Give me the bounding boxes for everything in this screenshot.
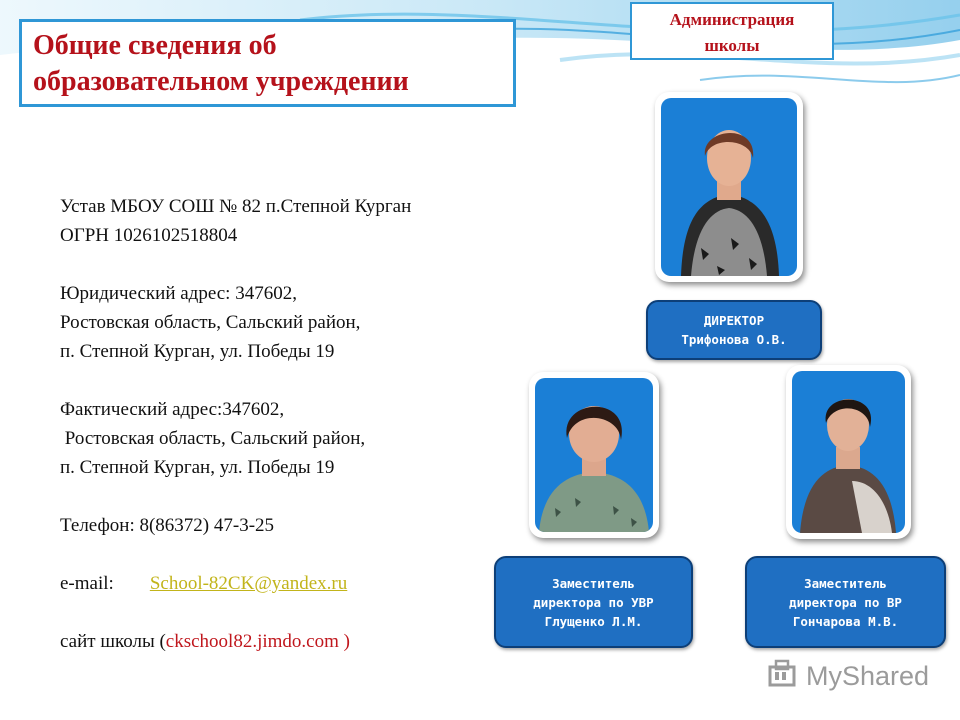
watermark-text: MyShared xyxy=(806,660,930,691)
ogrn-text: ОГРН 1026102518804 xyxy=(60,225,238,246)
site-link[interactable]: ckschool82.jimdo.com ) xyxy=(165,631,350,652)
legal-address-line: Ростовская область, Сальский район, xyxy=(60,312,361,333)
admin-line-1: Администрация xyxy=(669,10,795,29)
site-label: сайт школы ( xyxy=(60,631,166,652)
deputy-vr-badge xyxy=(745,556,946,648)
director-badge xyxy=(646,300,822,360)
deputy-vr-position: директора по ВР xyxy=(789,594,902,610)
page-title xyxy=(19,19,516,107)
title-line-2: образовательном учреждении xyxy=(33,66,409,97)
legal-address-line: п. Степной Курган, ул. Победы 19 xyxy=(60,341,335,362)
myshared-logo-icon xyxy=(766,659,800,693)
email-label: e-mail: xyxy=(60,573,114,594)
deputy-uvr-position: директора по УВР xyxy=(533,594,654,610)
director-role: ДИРЕКТОР xyxy=(703,313,765,328)
site-row xyxy=(60,627,411,656)
email-row xyxy=(60,569,411,598)
title-line-1: Общие сведения об xyxy=(33,30,277,61)
actual-address-line: Ростовская область, Сальский район, xyxy=(60,428,366,449)
deputy-uvr-badge xyxy=(494,556,693,648)
actual-address-line: п. Степной Курган, ул. Победы 19 xyxy=(60,457,335,478)
email-link[interactable]: School-82CK@yandex.ru xyxy=(149,573,348,594)
deputy-uvr-name: Глущенко Л.М. xyxy=(544,613,643,629)
deputy-vr-name: Гончарова М.В. xyxy=(792,613,899,629)
actual-address-line: Фактический адрес:347602, xyxy=(60,399,285,420)
charter-text: Устав МБОУ СОШ № 82 п.Степной Курган xyxy=(60,196,412,217)
director-name: Трифонова О.В. xyxy=(681,332,787,347)
legal-address-line: Юридический адрес: 347602, xyxy=(60,283,297,304)
deputy-uvr-title: Заместитель xyxy=(552,575,635,591)
phone-text: Телефон: 8(86372) 47-3-25 xyxy=(60,515,275,536)
deputy-uvr-photo xyxy=(529,372,659,538)
myshared-watermark xyxy=(766,656,936,696)
administration-label xyxy=(630,2,834,60)
director-photo xyxy=(655,92,803,282)
deputy-vr-title: Заместитель xyxy=(804,575,887,591)
admin-line-2: школы xyxy=(704,36,760,55)
deputy-vr-photo xyxy=(786,365,911,539)
school-info-block xyxy=(60,192,411,656)
